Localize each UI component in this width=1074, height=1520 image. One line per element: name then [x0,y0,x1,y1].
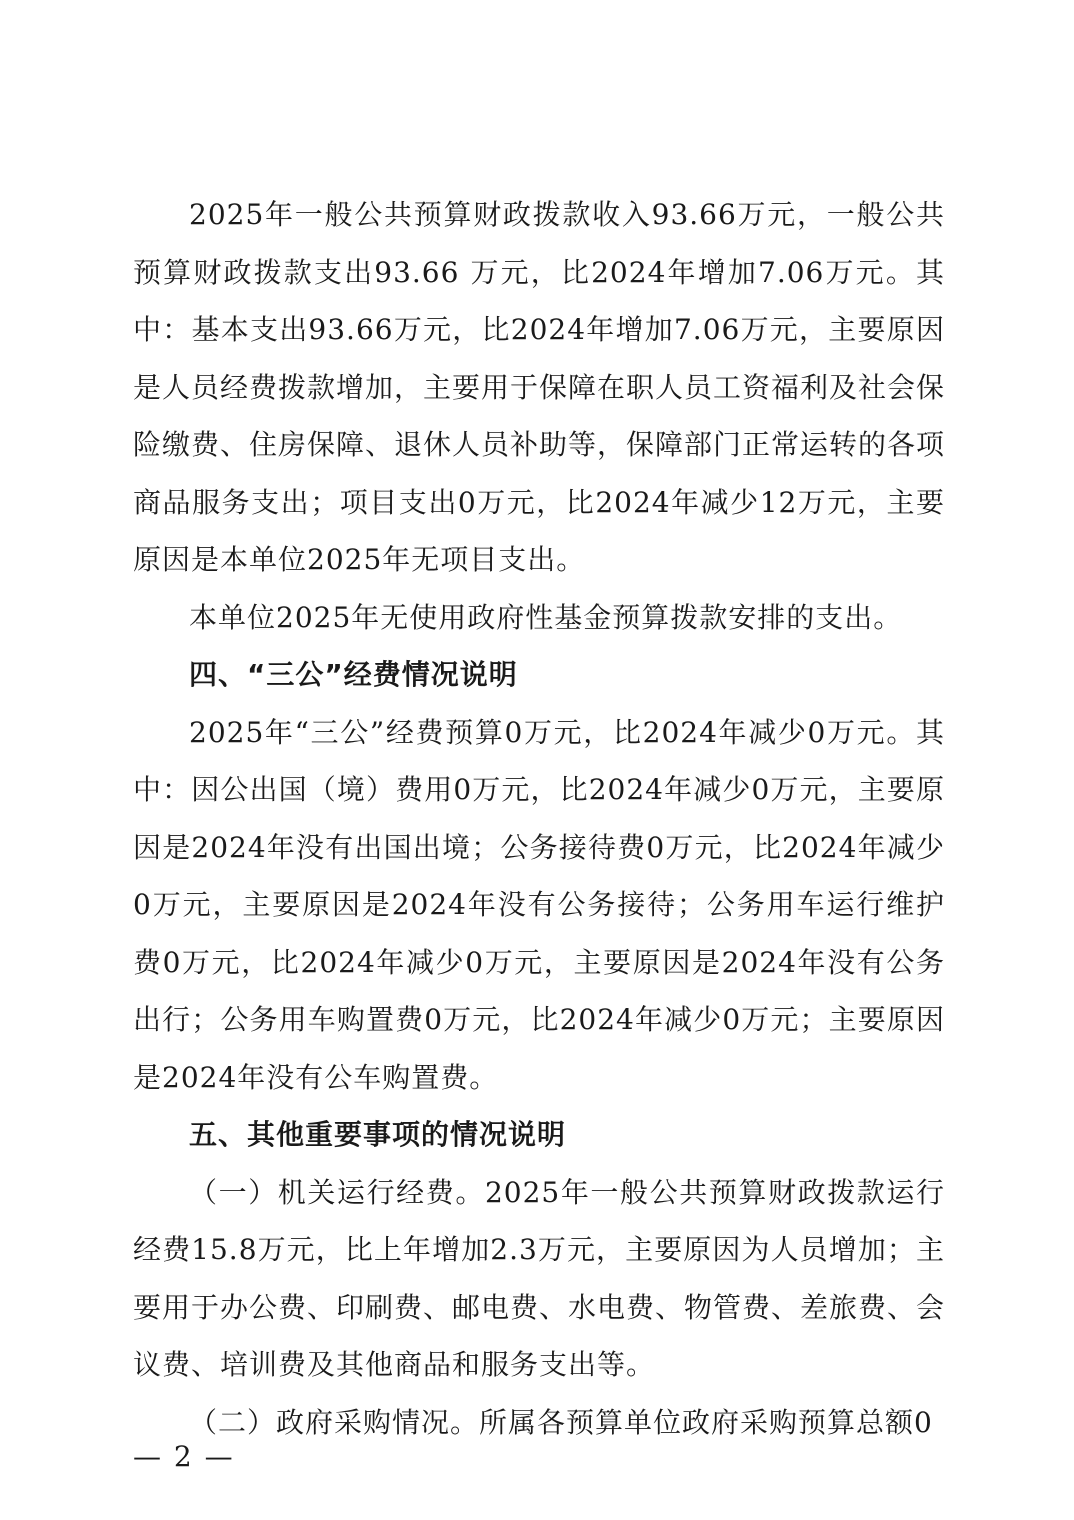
section-heading-other-matters: 五、其他重要事项的情况说明 [189,1118,567,1151]
paragraph-budget-expenditure: 2025年一般公共预算财政拨款收入93.66万元，一般公共预算财政拨款支出93.66 万元，比2024年增加7.06万元。其中：基本支出93.66万元，比2024年增加7.06万元，主要原因是人员经费拨款增加，主要用于保障在职人员工资福利及社会保险缴费、住房保障、退休人员补助等，保障部门正常运转的各项商品服务支出；项目支出0万元，比2024年减少12万元，主要原因是本单位2025年无项目支出。 [133,198,946,576]
paragraph-three-public-expenses: 2025年“三公”经费预算0万元，比2024年减少0万元。其中：因公出国（境）费用0万元，比2024年减少0万元，主要原因是2024年没有出国出境；公务接待费0万元，比2024年减少0万元，主要原因是2024年没有公务接待；公务用车运行维护费0万元，比2024年减少0万元，主要原因是2024年没有公务出行；公务用车购置费0万元，比2024年减少0万元；主要原因是2024年没有公车购置费。 [133,715,945,1094]
document-body [133,186,945,1451]
paragraph-operating-expenses: （一）机关运行经费。2025年一般公共预算财政拨款运行经费15.8万元，比上年增加2.3万元，主要原因为人员增加；主要用于办公费、印刷费、邮电费、水电费、物管费、差旅费、会议费、培训费及其他商品和服务支出等。 [133,1175,946,1381]
page-number: — 2 — [133,1440,235,1473]
section-heading-three-public-expenses: 四、“三公”经费情况说明 [189,658,518,691]
paragraph-government-procurement: （二）政府采购情况。所属各预算单位政府采购预算总额0 [189,1405,933,1439]
paragraph-government-fund: 本单位2025年无使用政府性基金预算拨款安排的支出。 [189,600,903,634]
